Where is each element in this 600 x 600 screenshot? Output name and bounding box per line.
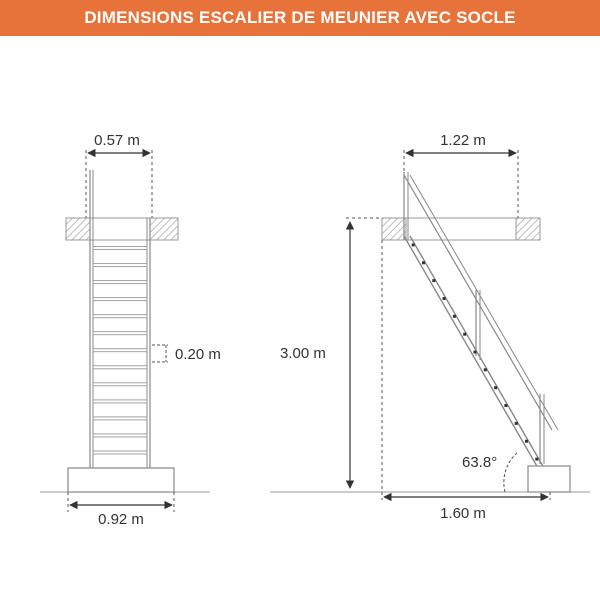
front-step-height-dim (152, 345, 168, 362)
side-tread-marker (535, 458, 538, 461)
side-tread-marker (422, 261, 425, 264)
side-handrail (404, 175, 552, 430)
front-tread (93, 434, 147, 437)
front-tread (93, 400, 147, 403)
front-tread (93, 315, 147, 318)
front-tread (93, 451, 147, 454)
front-tread (93, 298, 147, 301)
front-floor-slab (66, 218, 178, 240)
front-width-label: 0.57 m (94, 132, 140, 149)
side-stringer-top (404, 236, 538, 468)
front-tread (93, 332, 147, 335)
side-handrail-2 (410, 175, 558, 430)
side-tread-marker (504, 404, 507, 407)
front-tread (93, 349, 147, 352)
front-tread (93, 281, 147, 284)
page-title: DIMENSIONS ESCALIER DE MEUNIER AVEC SOCLE (84, 8, 516, 27)
front-base (68, 468, 174, 492)
angle-label: 63.8° (462, 454, 498, 471)
front-tread (93, 383, 147, 386)
front-tread (93, 264, 147, 267)
front-tread (93, 366, 147, 369)
side-height-label: 3.00 m (280, 345, 326, 362)
side-tread-marker (515, 422, 518, 425)
front-tread (93, 247, 147, 250)
front-treads (93, 247, 147, 455)
side-tread-marker (443, 297, 446, 300)
front-view (40, 132, 221, 528)
base-width-label: 0.92 m (98, 511, 144, 528)
angle-arc (504, 452, 518, 492)
side-treads (412, 243, 539, 460)
side-view (270, 132, 590, 522)
side-tread-marker (474, 351, 477, 354)
side-tread-marker (432, 279, 435, 282)
side-tread-marker (484, 368, 487, 371)
front-tread (93, 417, 147, 420)
step-height-label: 0.20 m (175, 346, 221, 363)
side-tread-marker (412, 243, 415, 246)
side-tread-marker (525, 440, 528, 443)
side-tread-marker (453, 315, 456, 318)
ground-length-label: 1.60 m (440, 505, 486, 522)
side-depth-label: 1.22 m (440, 132, 486, 149)
side-tread-marker (494, 386, 497, 389)
side-tread-marker (463, 333, 466, 336)
side-stringer-bottom (410, 236, 544, 468)
side-base (528, 466, 570, 492)
